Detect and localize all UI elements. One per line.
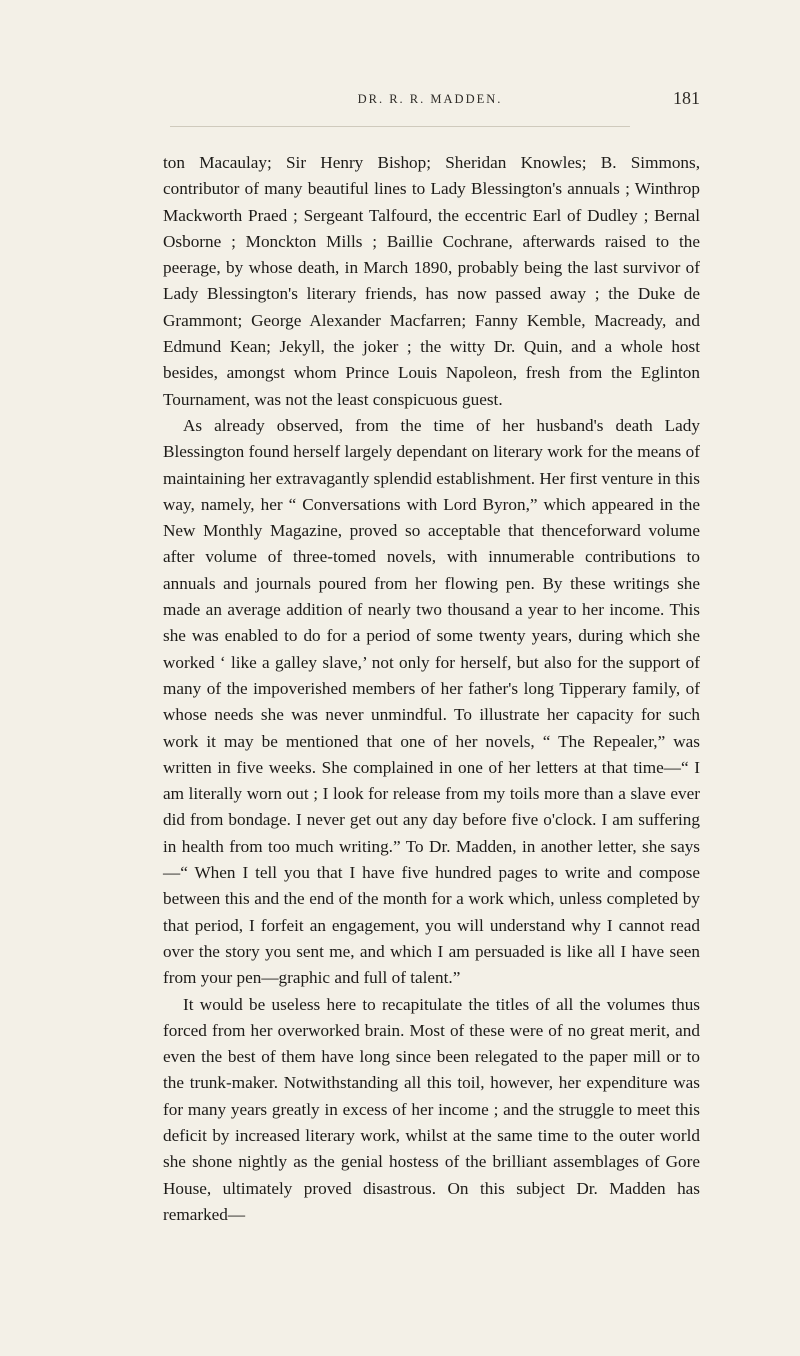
- running-head: DR. R. R. MADDEN.: [357, 92, 503, 106]
- paragraph-1: ton Macaulay; Sir Henry Bishop; Sheridan Knowles; B. Simmons, contributor of many beautiful lines to Lady Blessington's annuals ; Winthrop Mackworth Praed ; Sergeant Talfourd, the eccentric Earl of Dudley ; Bernal Osborne ; Monckton Mills ; Baillie Cochrane, afterwards raised to the peerage, by whose death, in March 1890, probably being the last survivor of Lady Blessington's literary friends, has now passed away ; the Duke de Grammont; George Alexander Macfarren; Fanny Kemble, Macready, and Edmund Kean; Jekyll, the joker ; the witty Dr. Quin, and a whole host besides, amongst whom Prince Louis Napoleon, fresh from the Eglinton Tournament, was not the least conspicuous guest.: [163, 153, 700, 409]
- paragraph-3: It would be useless here to recapitulate the titles of all the volumes thus forced from her overworked brain. Most of these were of no great merit, and even the best of them have long since been relegated to the paper mill or to the trunk-maker. Notwithstanding all this toil, however, her expenditure was for many years greatly in excess of her income ; and the struggle to meet this deficit by increased literary work, whilst at the same time to the outer world she shone nightly as the genial hostess of the brilliant assemblages of Gore House, ultimately proved disastrous. On this subject Dr. Madden has remarked—: [163, 994, 700, 1224]
- page-number: 181: [673, 88, 700, 108]
- page-header: [160, 88, 700, 118]
- paragraph-2: As already observed, from the time of her husband's death Lady Blessington found herself largely dependant on literary work for the means of maintaining her extravagantly splendid establishment. Her first venture in this way, namely, her “ Conversations with Lord Byron,” which appeared in the New Monthly Magazine, proved so acceptable that thenceforward volume after volume of three-tomed novels, with innumerable contributions to annuals and journals poured from her flowing pen. By these writings she made an average addition of nearly two thousand a year to her income. This she was enabled to do for a period of some twenty years, during which she worked ‘ like a galley slave,’ not only for herself, but also for the support of many of the impoverished members of her father's long Tipperary family, of whose needs she was never unmindful. To illustrate her capacity for such work it may be mentioned that one of her novels, “ The Repealer,” was written in five weeks. She complained in one of her letters at that time—“ I am literally worn out ; I look for release from my toils more than a slave ever did from bondage. I never get out any day before five o'clock. I am suffering in health from too much writing.” To Dr. Madden, in another letter, she says—“ When I tell you that I have five hundred pages to write and compose between this and the end of the month for a work which, unless completed by that period, I forfeit an engagement, you will understand why I cannot read over the story you sent me, and which I am persuaded is like all I have seen from your pen—graphic and full of talent.”: [163, 415, 700, 988]
- body-text: [163, 150, 700, 1228]
- header-rule: [170, 126, 630, 127]
